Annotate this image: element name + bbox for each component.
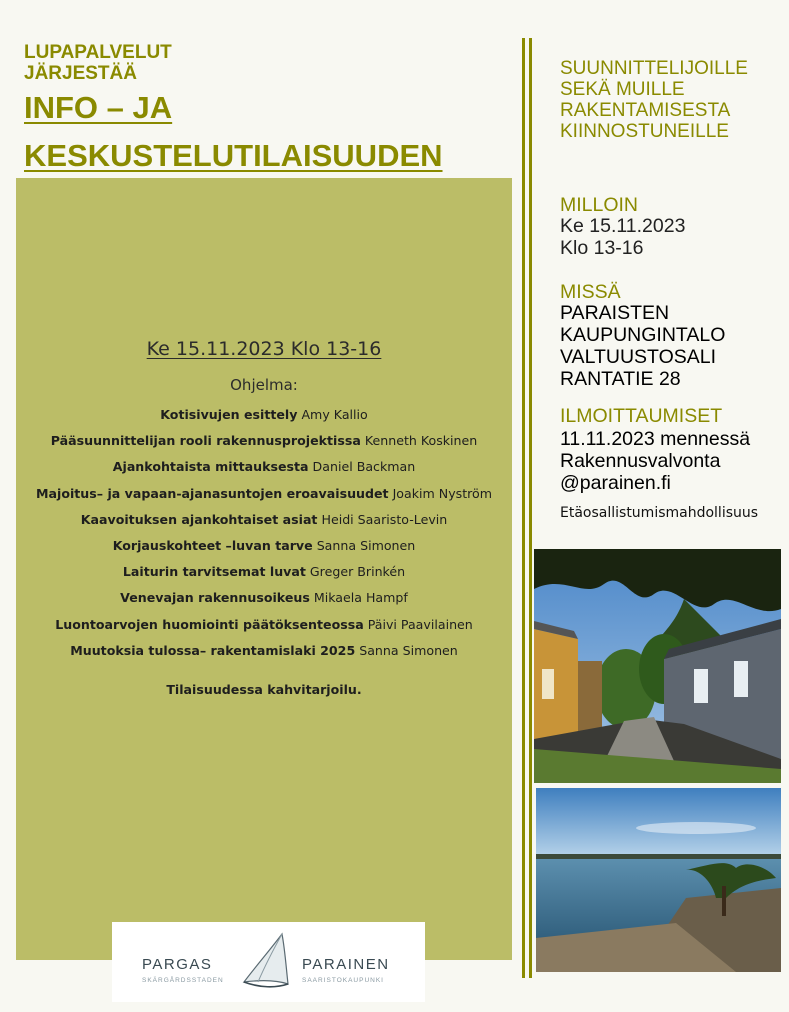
logo-sub-finnish: SAARISTOKAUPUNKI bbox=[302, 977, 384, 984]
program-box bbox=[16, 178, 512, 960]
when-time: Klo 13-16 bbox=[560, 237, 644, 259]
when-details bbox=[560, 215, 685, 259]
program-topic: Ajankohtaista mittauksesta bbox=[112, 459, 309, 475]
organizer-heading bbox=[24, 42, 172, 84]
organizer-line-2: JÄRJESTÄÄ bbox=[24, 63, 137, 84]
audience-line: SUUNNITTELIJOILLE bbox=[560, 58, 748, 79]
program-speaker: Greger Brinkén bbox=[305, 564, 406, 580]
sea-photo-image bbox=[536, 788, 781, 972]
program-item bbox=[16, 481, 512, 507]
when-label: MILLOIN bbox=[560, 194, 639, 216]
event-date: Ke 15.11.2023 Klo 13-16 bbox=[146, 338, 382, 360]
program-speaker: Mikaela Hampf bbox=[309, 590, 408, 606]
column-divider bbox=[522, 38, 532, 978]
program-speaker: Amy Kallio bbox=[297, 407, 368, 422]
program-topic: Venevajan rakennusoikeus bbox=[120, 590, 310, 606]
street-photo-image bbox=[534, 549, 781, 783]
program-heading: Ohjelma: bbox=[230, 376, 298, 394]
where-line: PARAISTEN bbox=[560, 302, 670, 324]
sail-icon bbox=[242, 932, 292, 990]
audience-line: KIINNOSTUNEILLE bbox=[560, 121, 729, 142]
program-list bbox=[16, 402, 512, 664]
organizer-line-1: LUPAPALVELUT bbox=[24, 42, 172, 63]
program-item bbox=[16, 585, 512, 611]
program-topic: Korjauskohteet –luvan tarve bbox=[112, 537, 313, 553]
audience-text bbox=[560, 58, 748, 142]
program-topic: Luontoarvojen huomiointi päätöksenteossa bbox=[55, 616, 364, 632]
program-topic: Kaavoituksen ajankohtaiset asiat bbox=[80, 511, 318, 527]
title-line-2: KESKUSTELUTILAISUUDEN bbox=[24, 138, 443, 173]
logo-word-parainen: PARAINEN bbox=[302, 956, 390, 973]
program-speaker: Daniel Backman bbox=[308, 459, 416, 475]
registration-email-domain: @parainen.fi bbox=[560, 472, 671, 494]
audience-line: RAKENTAMISESTA bbox=[560, 100, 731, 121]
registration-label: ILMOITTAUMISET bbox=[560, 405, 723, 427]
program-item bbox=[16, 428, 512, 454]
program-item bbox=[16, 559, 512, 585]
program-speaker: Heidi Saaristo-Levin bbox=[317, 511, 448, 527]
coffee-note: Tilaisuudessa kahvitarjoilu. bbox=[166, 682, 362, 697]
logo-word-pargas: PARGAS bbox=[142, 956, 213, 973]
program-topic: Muutoksia tulossa– rakentamislaki 2025 bbox=[70, 642, 356, 658]
program-item bbox=[16, 533, 512, 559]
program-item bbox=[16, 402, 512, 428]
sea-photo bbox=[536, 788, 781, 972]
program-item bbox=[16, 507, 512, 533]
program-topic: Majoitus– ja vapaan-ajanasuntojen eroavaisuudet bbox=[35, 485, 389, 501]
where-line: RANTATIE 28 bbox=[560, 368, 681, 390]
program-topic: Kotisivujen esittely bbox=[160, 407, 298, 422]
street-photo bbox=[534, 549, 781, 783]
city-logo bbox=[112, 922, 425, 1002]
program-speaker: Sanna Simonen bbox=[355, 642, 458, 658]
where-details bbox=[560, 302, 725, 390]
program-speaker: Kenneth Koskinen bbox=[360, 433, 478, 449]
program-speaker: Joakim Nyström bbox=[388, 485, 493, 501]
when-date: Ke 15.11.2023 bbox=[560, 215, 686, 237]
program-topic: Laiturin tarvitsemat luvat bbox=[122, 564, 306, 580]
audience-line: SEKÄ MUILLE bbox=[560, 79, 685, 100]
registration-details bbox=[560, 428, 750, 494]
program-topic: Pääsuunnittelijan rooli rakennusprojektissa bbox=[50, 433, 361, 449]
program-speaker: Päivi Paavilainen bbox=[363, 616, 473, 632]
registration-deadline: 11.11.2023 mennessä bbox=[560, 428, 751, 450]
where-line: KAUPUNGINTALO bbox=[560, 324, 726, 346]
program-item bbox=[16, 612, 512, 638]
remote-participation-note: Etäosallistumismahdollisuus bbox=[560, 505, 759, 521]
program-speaker: Sanna Simonen bbox=[312, 537, 416, 553]
where-line: VALTUUSTOSALI bbox=[560, 346, 717, 368]
logo-sub-swedish: SKÄRGÅRDSSTADEN bbox=[142, 977, 224, 984]
title-line-1: INFO – JA bbox=[24, 90, 173, 125]
where-label: MISSÄ bbox=[560, 281, 621, 303]
program-item bbox=[16, 454, 512, 480]
registration-email-user: Rakennusvalvonta bbox=[560, 450, 721, 472]
program-item bbox=[16, 638, 512, 664]
